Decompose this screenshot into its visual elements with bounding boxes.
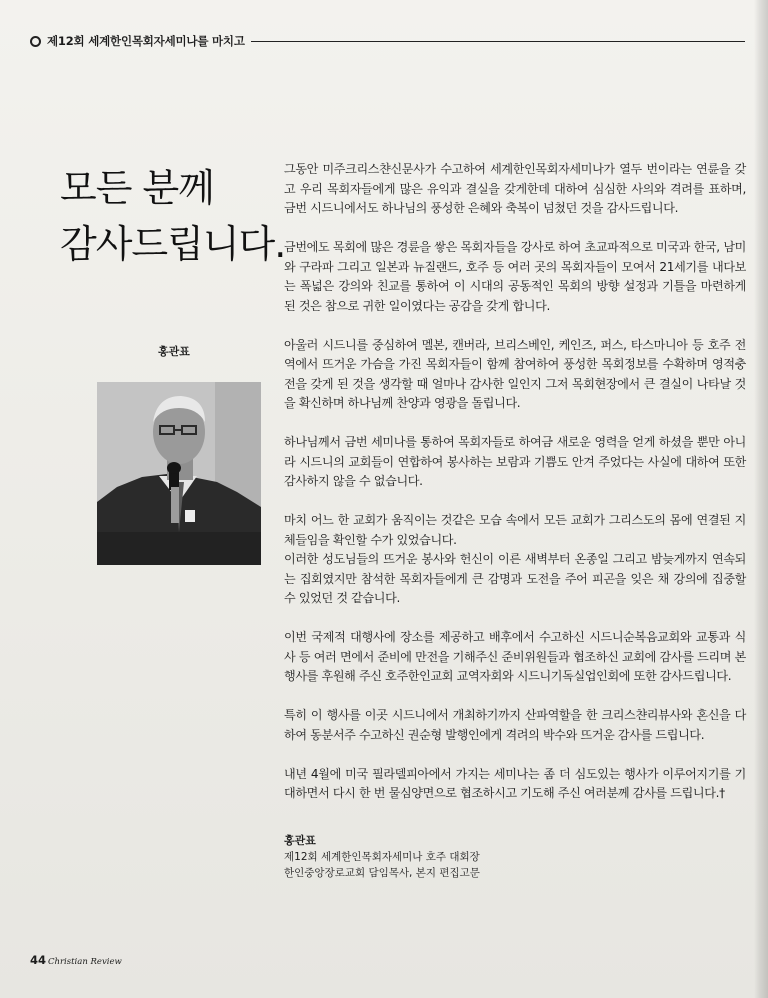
article-headline <box>60 160 290 272</box>
page-footer <box>30 953 122 967</box>
author-photo-graphic <box>97 382 261 565</box>
body-paragraph: 마치 어느 한 교회가 움직이는 것같은 모습 속에서 모든 교회가 그리스도의 몸에 연결된 지체들임을 확인할 수가 있었습니다. <box>284 513 746 547</box>
body-paragraph: 금번에도 목회에 많은 경륜을 쌓은 목회자들을 강사로 하여 초교파적으로 미국과 한국, 남미와 구라파 그리고 일본과 뉴질랜드, 호주 등 여러 곳의 목회자들이 모여서 21세기를 내다보는 폭넓은 강의와 친교를 통하여 이 시대의 공동적인 목회의 방향 설정과 기틀을 마련하게 된 것은 참으로 귀한 일이였다는 공감을 갖게 합니다. <box>284 240 746 313</box>
body-paragraph: 그동안 미주크리스챤신문사가 수고하여 세계한인목회자세미나가 열두 번이라는 연륜을 갖고 우리 목회자들에게 많은 유익과 결실을 갖게한데 대하여 심심한 사의와 격려를 표하며, 금번 시드니에서도 하나님의 풍성한 은혜와 축복이 넘쳤던 것을 감사드립니다. <box>284 162 746 215</box>
signature-name: 홍관표 <box>284 834 316 847</box>
page-number: 44 <box>30 953 47 967</box>
body-paragraph: 특히 이 행사를 이곳 시드니에서 개최하기까지 산파역할을 한 크리스챤리뷰사와 혼신을 다하여 동분서주 수고하신 권순형 발행인에게 격려의 박수와 뜨거운 감사를 드립니다. <box>284 708 746 742</box>
body-paragraph: 하나님께서 금번 세미나를 통하여 목회자들로 하여금 새로운 영력을 얻게 하셨을 뿐만 아니라 시드니의 교회들이 연합하여 봉사하는 보람과 기쁨도 안겨 주었다는 사실에 대하여 또한 감사하지 않을 수 없습니다. <box>284 435 746 488</box>
ring-bullet-icon <box>30 36 41 47</box>
signature-affiliation: 한인중앙장로교회 담임목사, 본지 편집고문 <box>284 867 480 879</box>
section-header <box>30 32 745 50</box>
body-paragraph: 내년 4월에 미국 필라델피아에서 가지는 세미나는 좀 더 심도있는 행사가 이루어지기를 기대하면서 다시 한 번 물심양면으로 협조하시고 기도해 주신 여러분께 감사를 드립니다.† <box>284 766 746 800</box>
headline-line-1: 모든 분께 <box>60 166 214 210</box>
author-photo <box>97 382 261 565</box>
page-edge-shadow <box>754 0 768 998</box>
body-paragraph: 아울러 시드니를 중심하여 멜본, 캔버라, 브리스베인, 케인즈, 퍼스, 타스마니아 등 호주 전역에서 뜨거운 가슴을 가진 목회자들이 함께 참여하여 풍성한 목회정보를 수확하며 영적충전을 갖게 된 것을 생각할 때 얼마나 감사한 일인지 그저 목회현장에서 큰 결실이 나타날 것을 확신하며 하나님께 찬양과 영광을 돌립니다. <box>284 337 746 410</box>
header-rule <box>251 41 745 42</box>
author-signature <box>284 833 480 881</box>
signature-title: 제12회 세계한인목회자세미나 호주 대회장 <box>284 851 480 863</box>
body-paragraph: 이번 국제적 대행사에 장소를 제공하고 배후에서 수고하신 시드니순복음교회와 교통과 식사 등 여러 면에서 준비에 만전을 기해주신 준비위원들과 협조하신 교회에 감사를 드리며 본 행사를 후원해 주신 호주한인교회 교역자회와 시드니기독실업인회에 또한 감사드립니다. <box>284 630 746 683</box>
magazine-name: Christian Review <box>48 957 122 967</box>
author-byline: 홍관표 <box>158 345 190 358</box>
body-paragraph: 이러한 성도님들의 뜨거운 봉사와 헌신이 이른 새벽부터 온종일 그리고 밤늦게까지 연속되는 집회였지만 참석한 목회자들에게 큰 감명과 도전을 주어 피곤을 잊은 채 강의에 집중할 수 있었던 것 같습니다. <box>284 552 746 605</box>
headline-line-2: 감사드립니다. <box>60 222 286 266</box>
section-title: 제12회 세계한인목회자세미나를 마치고 <box>47 34 245 48</box>
article-body <box>284 160 746 823</box>
